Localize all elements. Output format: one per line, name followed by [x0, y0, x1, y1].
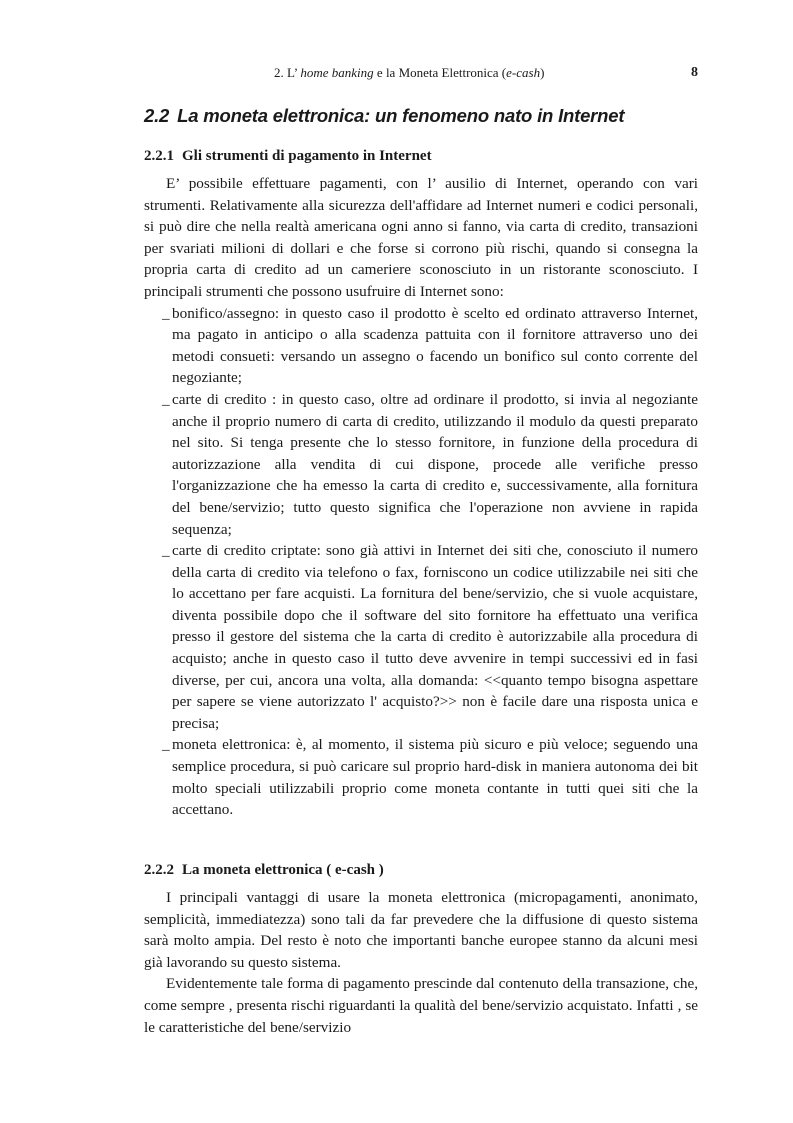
list-item [144, 540, 698, 734]
subsection-body-2-2-2 [144, 887, 698, 1038]
list-item [144, 389, 698, 540]
bullet-marker: _ [162, 390, 170, 408]
list-item-text: bonifico/assegno: in questo caso il prodotto è scelto ed ordinato attraverso Internet, ma pagato in anticipo o alla scadenza pattuita con il fornitore attraverso uno dei metodi consueti: versando un assegno o facendo un bonifico sul conto corrente del negoziante; [172, 304, 698, 387]
subsection-heading-2-2-1 [144, 146, 698, 166]
page-number: 8 [691, 65, 698, 80]
section-heading [144, 104, 698, 128]
running-title-prefix: 2. L’ [274, 65, 301, 80]
running-header [144, 63, 698, 83]
list-item-text: carte di credito : in questo caso, oltre ad ordinare il prodotto, si invia al negoziante anche il proprio numero di carta di credito, utilizzando il modulo da questi preparato nel sito. Si tenga presente che lo stesso fornitore, in funzione della procedura di autorizzazione alla vendita di cui dispone, procede alle verifiche presso l'organizzazione che ha emesso la carta di credito e, successivamente, alla fornitura del bene/servizio; tutto questo significa che l'operazione non avviene in rapida sequenza; [172, 390, 698, 538]
running-title-italic: home banking [300, 65, 374, 80]
running-title-suffix: ) [540, 65, 545, 80]
subsection-title: La moneta elettronica ( e-cash ) [182, 862, 384, 878]
list-item-text: carte di credito criptate: sono già attivi in Internet dei siti che, conosciuto il numero della carta di credito via telefono o fax, forniscono un codice utilizzabile nei siti che lo accettano per fare acquisti. La fornitura del bene/servizio, che si vuole acquistare, diventa possibile dopo che il software del sito fornitore ha effettuato una verifica presso il gestore del sistema che la carta di credito è autorizzabile alla procedura di acquisto; anche in questo caso il tutto deve avvenire in tempi successivi ed in fasi diverse, per cui, ancora una volta, alla domanda: <<quanto tempo bisogna aspettare per sapere se viene autorizzato l' acquisto?>> non è facile dare una risposta unica e precisa; [172, 542, 698, 732]
running-title-middle: e la Moneta Elettronica ( [373, 65, 507, 80]
subsection-number: 2.2.1 [144, 148, 174, 164]
list-item-text: moneta elettronica: è, al momento, il sistema più sicuro e più veloce; seguendo una semplice procedura, si può caricare sul proprio hard-disk in maniera autonoma dei bit molto speciali utilizzabili proprio come moneta contante in tutti quei siti che la accettano. [172, 736, 698, 819]
section-title: La moneta elettronica: un fenomeno nato in Internet [177, 105, 625, 126]
subsection-body-2-2-1 [144, 173, 698, 821]
subsection-heading-2-2-2 [144, 860, 698, 880]
intro-paragraph: E’ possibile effettuare pagamenti, con l’ ausilio di Internet, operando con vari strumenti. Relativamente alla sicurezza dell'affidare ad Internet numeri e codici personali, si può dire che nella realtà americana ogni anno si fanno, via carta di credito, transazioni per svariati milioni di dollari e che forse si corrono più rischi, quando si consegna la propria carta di credito ad un cameriere sconosciuto in un ristorante sconosciuto. I principali strumenti che possono usufruire di Internet sono: [144, 175, 698, 300]
body-paragraph: Evidentemente tale forma di pagamento prescinde dal contenuto della transazione, che, come sempre , presenta rischi riguardanti la qualità del bene/servizio acquistato. Infatti , se le caratteristiche del bene/servizio [144, 975, 698, 1036]
body-paragraph: I principali vantaggi di usare la moneta elettronica (micropagamenti, anonimato, semplicità, immediatezza) sono tali da far prevedere che la diffusione di questo sistema sarà molto ampia. Del resto è noto che importanti banche europee stanno da alcuni mesi già lavorando su questo sistema. [144, 889, 698, 971]
list-item [144, 734, 698, 820]
bullet-marker: _ [162, 736, 170, 754]
bullet-marker: _ [162, 304, 170, 322]
list-item [144, 303, 698, 389]
bullet-marker: _ [162, 542, 170, 560]
section-number: 2.2 [144, 105, 170, 126]
subsection-number: 2.2.2 [144, 862, 174, 878]
payment-tools-list [144, 303, 698, 821]
subsection-title: Gli strumenti di pagamento in Internet [182, 148, 432, 164]
running-title-italic-ecash: e-cash [506, 65, 541, 80]
running-title [274, 63, 544, 83]
